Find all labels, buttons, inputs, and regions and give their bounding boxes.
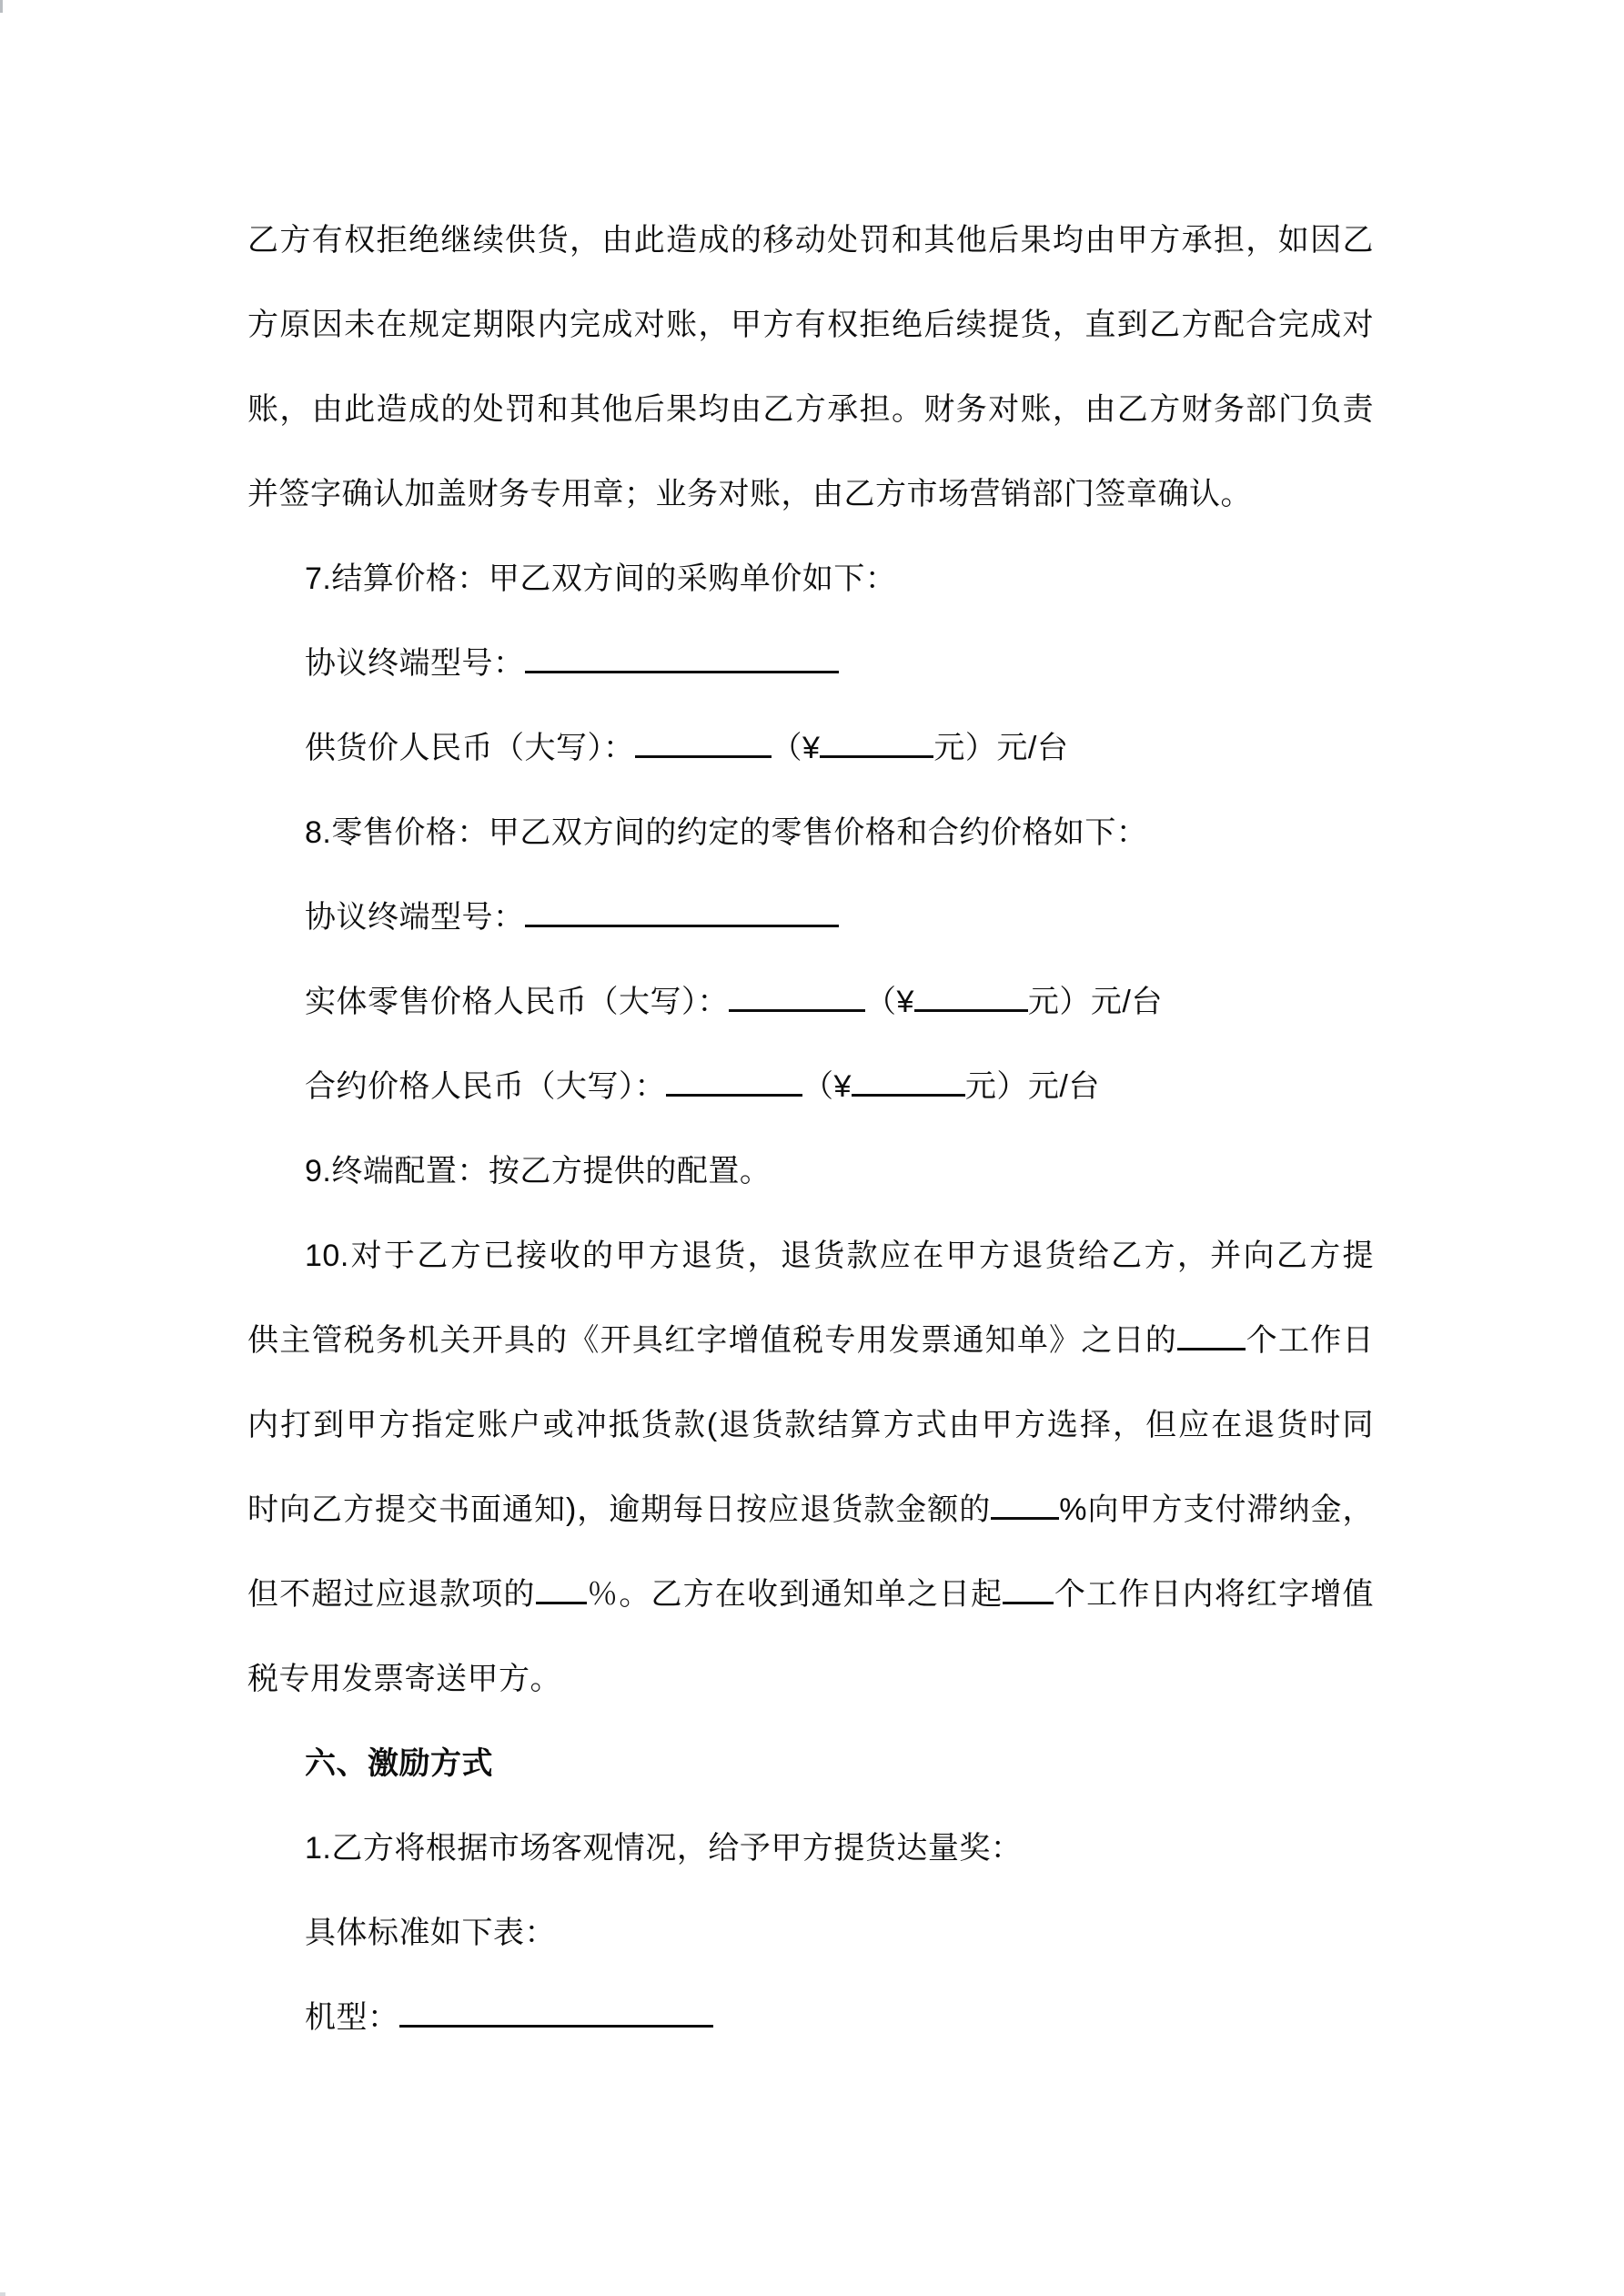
document-line (247, 1637, 1374, 1722)
blank-underline (852, 1088, 965, 1097)
document-line (247, 875, 1374, 960)
document-line (247, 198, 1374, 283)
text-run: 乙方有权拒绝继续供货，由此造成的移动处罚和其他后果均由甲方承担，如因乙 (247, 223, 1374, 258)
text-run: 元）元/台 (933, 731, 1069, 765)
text-run: （¥ (865, 985, 914, 1019)
blank-underline (399, 2019, 713, 2028)
text-run: 六、激励方式 (305, 1746, 493, 1781)
document-line (247, 960, 1374, 1045)
text-run: 内打到甲方指定账户或冲抵货款(退货款结算方式由甲方选择，但应在退货时同 (247, 1408, 1374, 1442)
blank-underline (1177, 1342, 1246, 1350)
text-run: 协议终端型号： (305, 900, 525, 935)
blank-underline (525, 665, 839, 673)
text-run: %向甲方支付滞纳金， (1059, 1492, 1374, 1527)
document-line (247, 1553, 1374, 1637)
blank-underline (666, 1088, 802, 1097)
document-line (247, 452, 1374, 537)
text-run: 合约价格人民币（大写）： (305, 1069, 666, 1104)
blank-underline (991, 1512, 1059, 1520)
text-run: 具体标准如下表： (305, 1916, 556, 1950)
document-line (247, 1976, 1374, 2060)
document-line (247, 1214, 1374, 1299)
text-run: 方原因未在规定期限内完成对账，甲方有权拒绝后续提货，直到乙方配合完成对 (247, 308, 1374, 342)
text-run: 10.对于乙方已接收的甲方退货，退货款应在甲方退货给乙方，并向乙方提 (305, 1239, 1374, 1273)
document-line (247, 1045, 1374, 1129)
text-run: （¥ (802, 1069, 852, 1104)
document-line (247, 1468, 1374, 1553)
blank-underline (635, 750, 772, 758)
text-run: 元）元/台 (1027, 985, 1163, 1019)
text-run: 供货价人民币（大写）： (305, 731, 635, 765)
text-run: 个工作日内将红字增值 (1054, 1577, 1375, 1612)
text-run: 协议终端型号： (305, 646, 525, 681)
document-line (247, 1129, 1374, 1214)
text-run: ％。乙方在收到通知单之日起 (586, 1577, 1004, 1612)
section-heading (247, 1722, 1374, 1806)
blank-underline (729, 1004, 865, 1012)
text-run: 账，由此造成的处罚和其他后果均由乙方承担。财务对账，由乙方财务部门负责 (247, 392, 1374, 427)
blank-underline (914, 1004, 1028, 1012)
text-run: 9.终端配置：按乙方提供的配置。 (305, 1154, 772, 1188)
text-run: 并签字确认加盖财务专用章；业务对账，由乙方市场营销部门签章确认。 (247, 477, 1252, 511)
text-run: 个工作日 (1246, 1323, 1375, 1358)
text-run: 7.结算价格：甲乙双方间的采购单价如下： (305, 561, 897, 596)
document-line (247, 1891, 1374, 1976)
text-run: 供主管税务机关开具的《开具红字增值税专用发票通知单》之日的 (247, 1323, 1178, 1358)
document-line (247, 1383, 1374, 1468)
document-line (247, 706, 1374, 791)
text-run: 1.乙方将根据市场客观情况，给予甲方提货达量奖： (305, 1831, 1023, 1866)
text-run: 但不超过应退款项的 (247, 1577, 536, 1612)
text-run: 实体零售价格人民币（大写）： (305, 985, 729, 1019)
text-run: 8.零售价格：甲乙双方间的约定的零售价格和合约价格如下： (305, 815, 1148, 850)
text-run: 时向乙方提交书面通知)，逾期每日按应退货款金额的 (247, 1492, 992, 1527)
document-line (247, 368, 1374, 452)
document-line (247, 1806, 1374, 1891)
text-run: 税专用发票寄送甲方。 (247, 1662, 561, 1696)
document-line (247, 1299, 1374, 1383)
text-run: 机型： (305, 2000, 399, 2035)
text-run: （¥ (771, 731, 821, 765)
blank-underline (525, 919, 839, 927)
document-line (247, 791, 1374, 875)
text-run: 元）元/台 (964, 1069, 1100, 1104)
blank-underline (536, 1596, 587, 1604)
blank-underline (820, 750, 933, 758)
document-line (247, 537, 1374, 622)
blank-underline (1003, 1596, 1054, 1604)
document-line (247, 283, 1374, 368)
document-line (247, 622, 1374, 706)
